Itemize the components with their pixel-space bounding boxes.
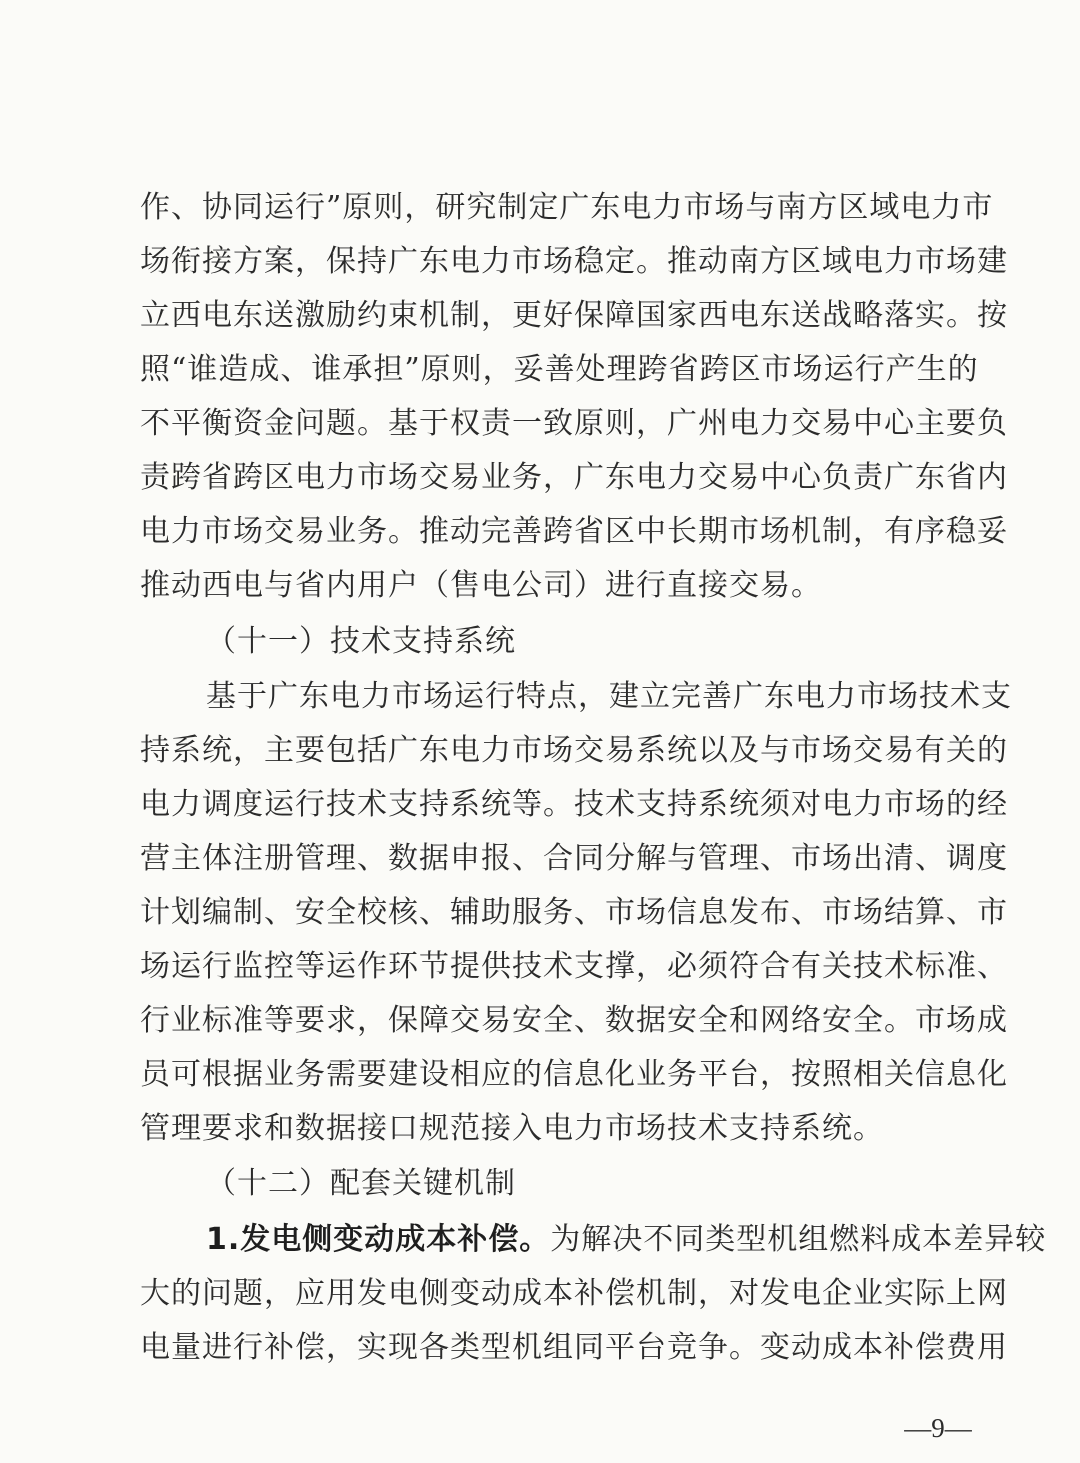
page-number: —9—: [904, 1413, 972, 1443]
paragraph-line: 大的问题，应用发电侧变动成本补偿机制，对发电企业实际上网: [140, 1276, 1008, 1311]
paragraph-line: 行业标准等要求，保障交易安全、数据安全和网络安全。市场成: [140, 1003, 1008, 1038]
paragraph-line: 电力调度运行技术支持系统等。技术支持系统须对电力市场的经: [140, 787, 1008, 822]
paragraph-line: 员可根据业务需要建设相应的信息化业务平台，按照相关信息化: [140, 1057, 1008, 1092]
paragraph-line: 电力市场交易业务。推动完善跨省区中长期市场机制，有序稳妥: [140, 514, 1008, 549]
section-heading-11: （十一）技术支持系统: [206, 624, 516, 659]
paragraph-line: 基于广东电力市场运行特点，建立完善广东电力市场技术支: [206, 679, 1012, 714]
paragraph-line: 场衔接方案，保持广东电力市场稳定。推动南方区域电力市场建: [140, 244, 1008, 279]
paragraph-line: 持系统，主要包括广东电力市场交易系统以及与市场交易有关的: [140, 733, 1008, 768]
paragraph-line: 作、协同运行”原则，研究制定广东电力市场与南方区域电力市: [140, 190, 994, 225]
paragraph-line: 电量进行补偿，实现各类型机组同平台竞争。变动成本补偿费用: [140, 1330, 1008, 1365]
paragraph-line: 照“谁造成、谁承担”原则，妥善处理跨省跨区市场运行产生的: [140, 352, 979, 387]
paragraph-line: 推动西电与省内用户（售电公司）进行直接交易。: [140, 568, 822, 603]
item-1-text: 为解决不同类型机组燃料成本差异较: [550, 1222, 1047, 1257]
paragraph-line: 场运行监控等运作环节提供技术支撑，必须符合有关技术标准、: [140, 949, 1008, 984]
section-heading-12: （十二）配套关键机制: [206, 1166, 516, 1201]
paragraph-line: 计划编制、安全校核、辅助服务、市场信息发布、市场结算、市: [140, 895, 1008, 930]
item-1-first-line: [206, 1212, 1047, 1268]
paragraph-line: 管理要求和数据接口规范接入电力市场技术支持系统。: [140, 1111, 884, 1146]
item-1-title: 1.发电侧变动成本补偿。: [206, 1222, 551, 1257]
paragraph-line: 责跨省跨区电力市场交易业务，广东电力交易中心负责广东省内: [140, 460, 1008, 495]
paragraph-line: 营主体注册管理、数据申报、合同分解与管理、市场出清、调度: [140, 841, 1008, 876]
paragraph-line: 不平衡资金问题。基于权责一致原则，广州电力交易中心主要负: [140, 406, 1008, 441]
paragraph-line: 立西电东送激励约束机制，更好保障国家西电东送战略落实。按: [140, 298, 1008, 333]
